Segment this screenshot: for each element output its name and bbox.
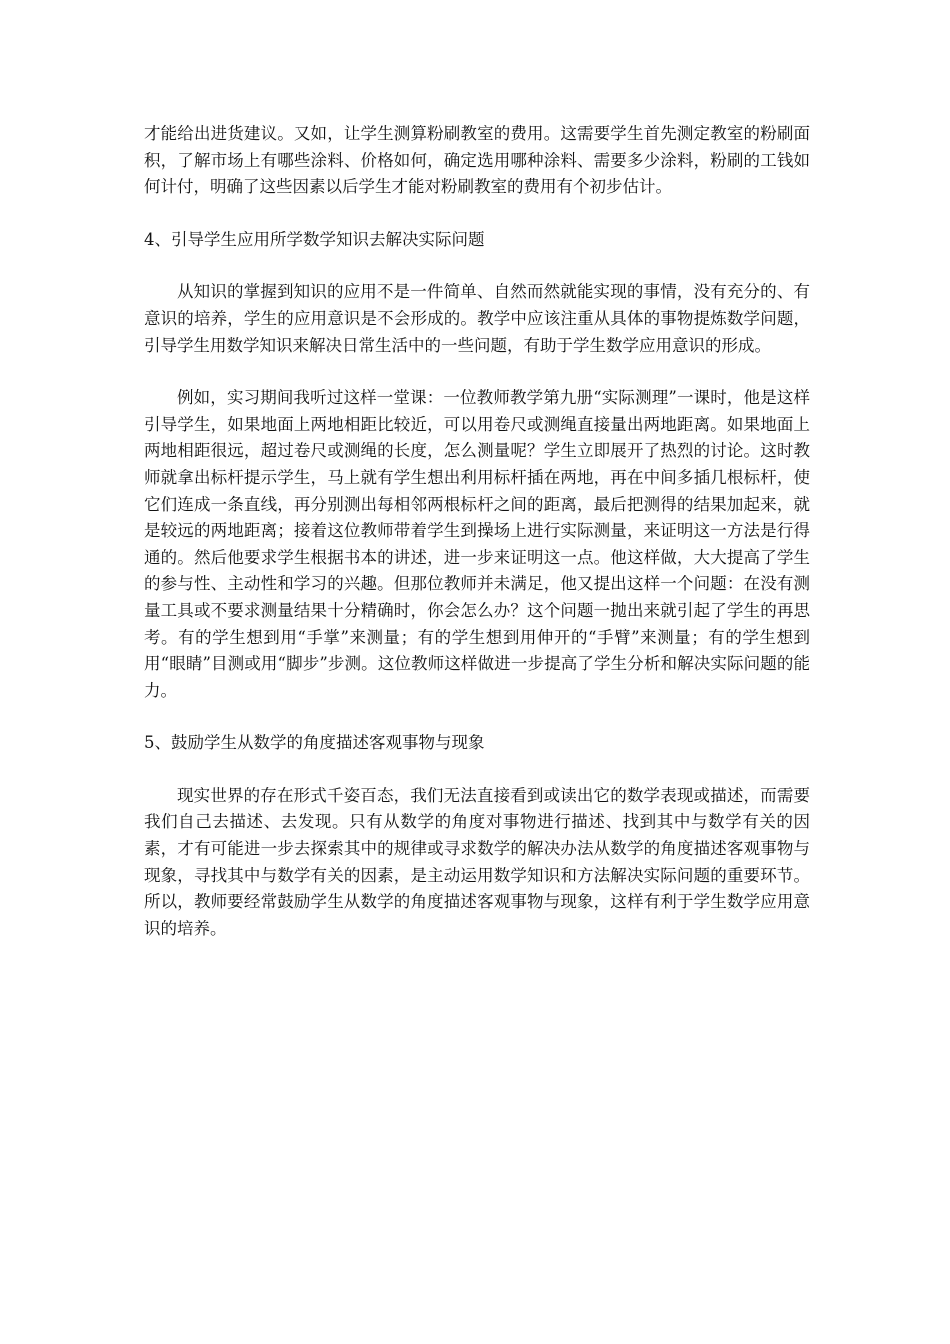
document-body [144, 121, 810, 968]
paragraph-measurement-example: 例如，实习期间我听过这样一堂课：一位教师教学第九册“实际测理”一课时，他是这样引导学生，如果地面上两地相距比较近，可以用卷尺或测绳直接量出两地距离。如果地面上两地相距很远，超过卷尺或测绳的长度，怎么测量呢？学生立即展开了热烈的讨论。这时教师就拿出标杆提示学生，马上就有学生想出利用标杆插在两地，再在中间多插几根标杆，使它们连成一条直线，再分别测出每相邻两根标杆之间的距离，最后把测得的结果加起来，就是较远的两地距离；接着这位教师带着学生到操场上进行实际测量，来证明这一方法是行得通的。然后他要求学生根据书本的讲述，进一步来证明这一点。他这样做，大大提高了学生的参与性、主动性和学习的兴趣。但那位教师并未满足，他又提出这样一个问题：在没有测量工具或不要求测量结果十分精确时，你会怎么办？这个问题一抛出来就引起了学生的再思考。有的学生想到用“手掌”来测量；有的学生想到用伸开的“手臂”来测量；有的学生想到用“眼睛”目测或用“脚步”步测。这位教师这样做进一步提高了学生分析和解决实际问题的能力。 [144, 388, 810, 700]
paragraph-continuation: 才能给出进货建议。又如，让学生测算粉刷教室的费用。这需要学生首先测定教室的粉刷面积，了解市场上有哪些涂料、价格如何，确定选用哪种涂料、需要多少涂料，粉刷的工钱如何计付，明确了这些因素以后学生才能对粉刷教室的费用有个初步估计。 [144, 124, 810, 197]
paragraph-describe-phenomena: 现实世界的存在形式千姿百态，我们无法直接看到或读出它的数学表现或描述，而需要我们自己去描述、去发现。只有从数学的角度对事物进行描述、找到其中与数学有关的因素，才有可能进一步去探索其中的规律或寻求数学的解决办法从数学的角度描述客观事物与现象，寻找其中与数学有关的因素，是主动运用数学知识和方法解决实际问题的重要环节。所以，教师要经常鼓励学生从数学的角度描述客观事物与现象，这样有利于学生数学应用意识的培养。 [144, 785, 810, 938]
paragraph-application-intro: 从知识的掌握到知识的应用不是一件简单、自然而然就能实现的事情，没有充分的、有意识的培养，学生的应用意识是不会形成的。教学中应该注重从具体的事物提炼数学问题，引导学生用数学知识来解决日常生活中的一些问题，有助于学生数学应用意识的形成。 [144, 282, 810, 355]
section-heading-5: 5、鼓励学生从数学的角度描述客观事物与现象 [144, 733, 485, 753]
section-heading-4: 4、引导学生应用所学数学知识去解决实际问题 [144, 229, 485, 249]
